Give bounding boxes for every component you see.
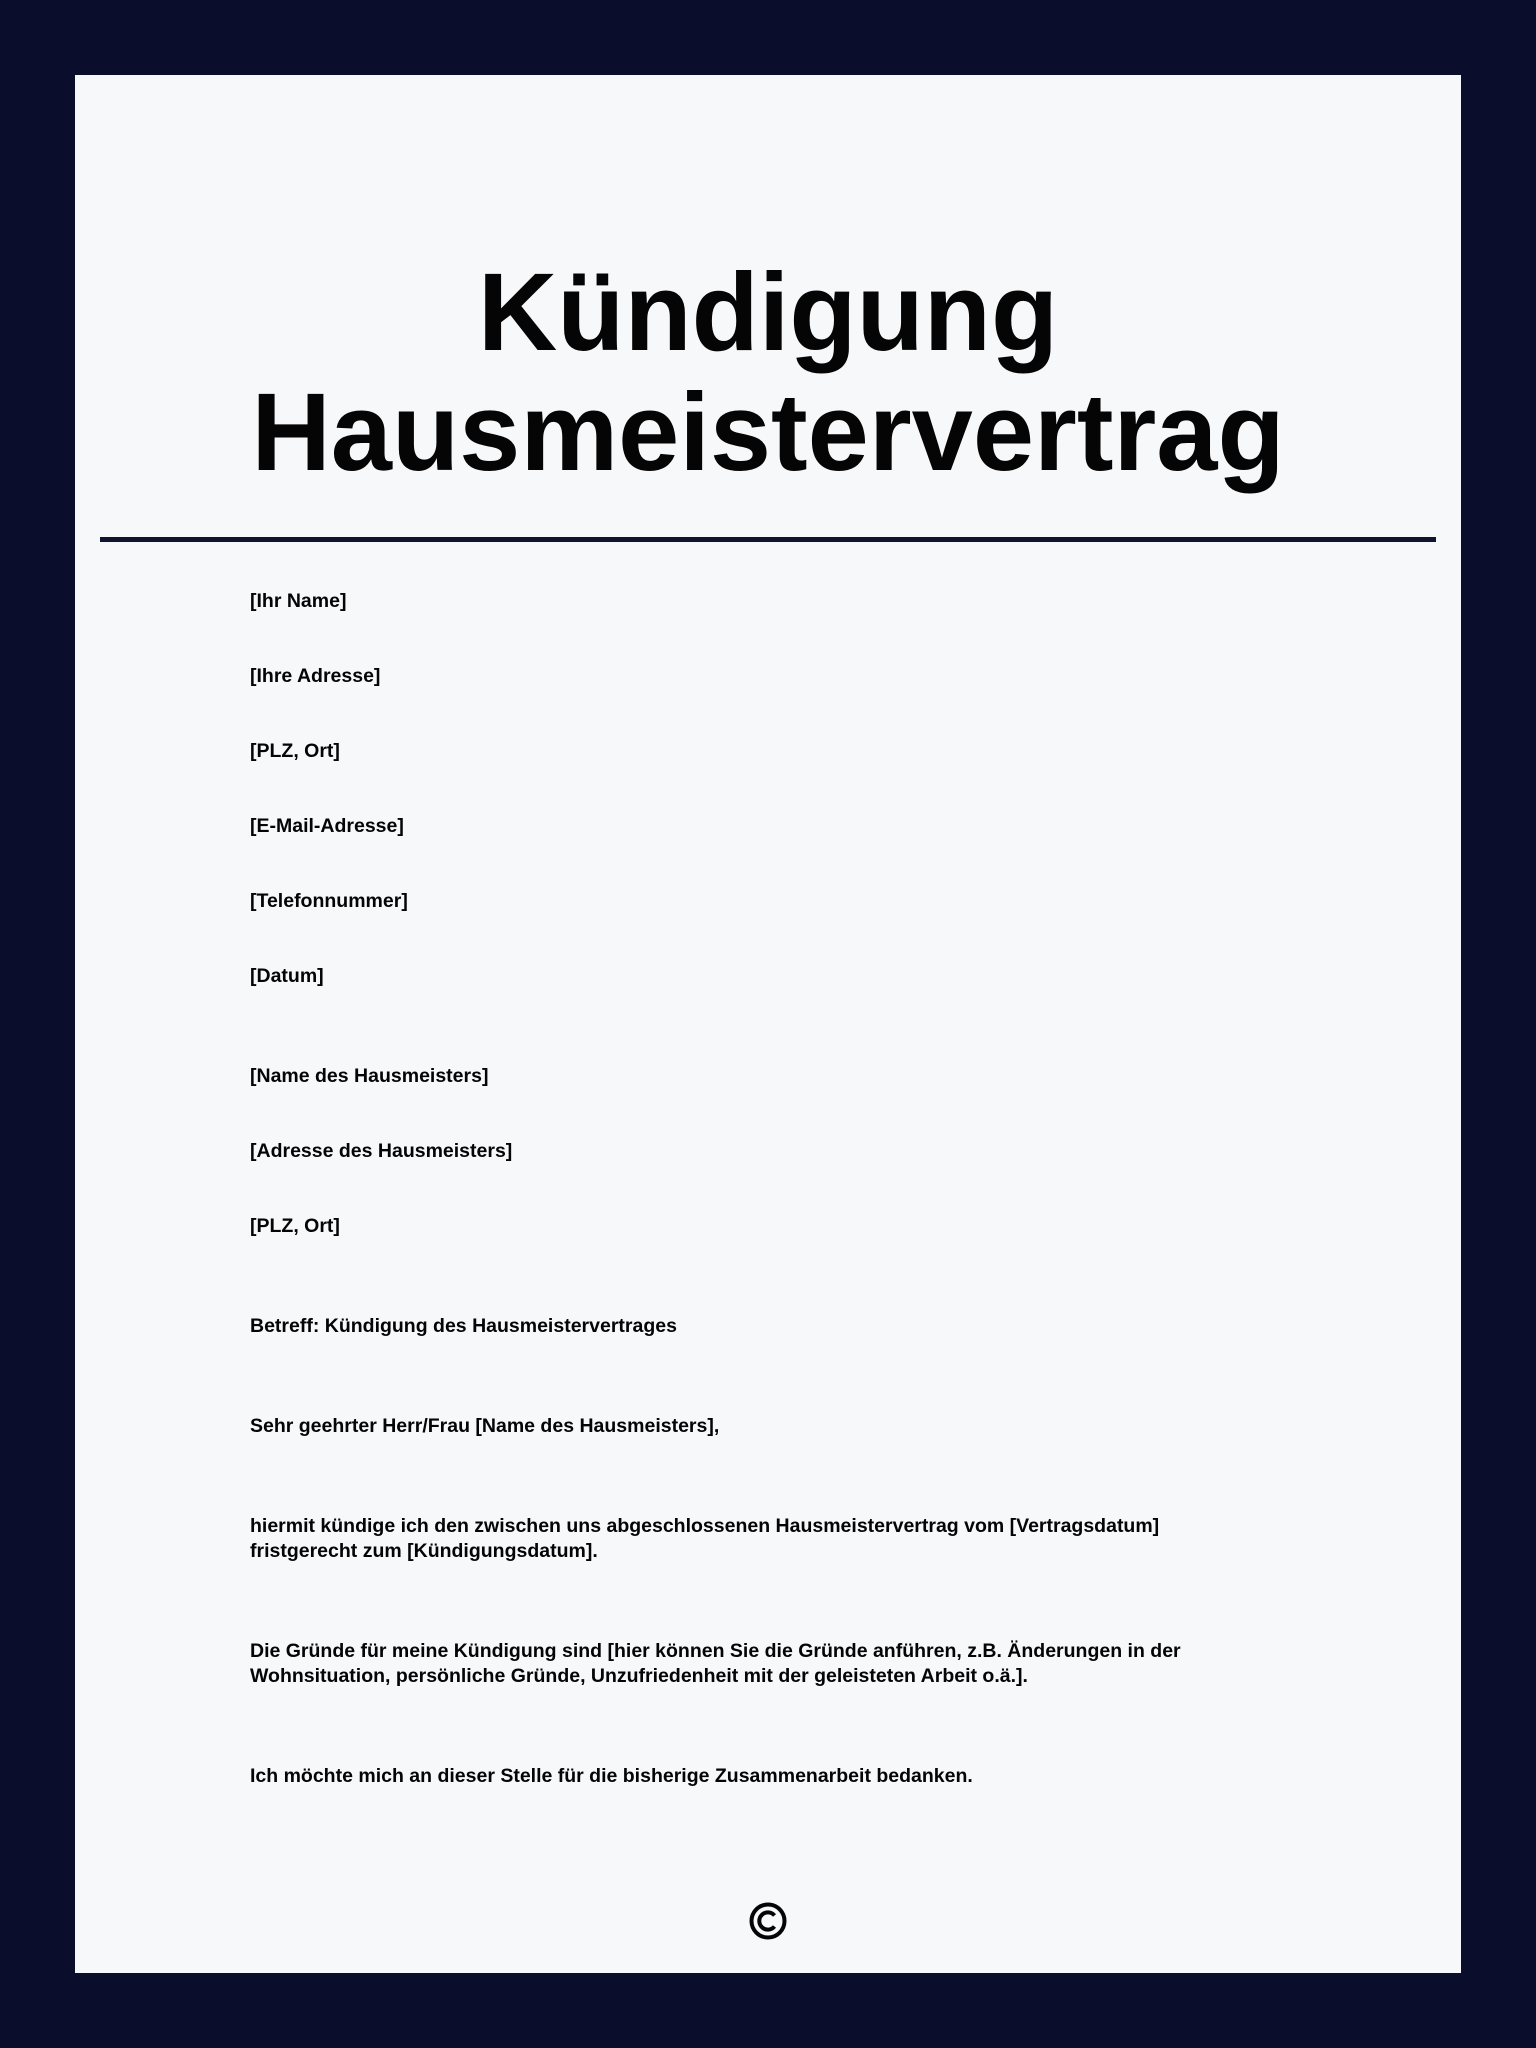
document-title — [75, 253, 1461, 493]
sender-email: [E-Mail-Adresse] — [250, 815, 404, 837]
copyright-icon — [748, 1901, 788, 1941]
subject-line: Betreff: Kündigung des Hausmeistervertrages — [250, 1315, 677, 1337]
recipient-name: [Name des Hausmeisters] — [250, 1065, 489, 1087]
paragraph-2-line-2: Wohnsituation, persönliche Gründe, Unzufriedenheit mit der geleisteten Arbeit o.ä.]. — [250, 1665, 1028, 1687]
document-page — [75, 75, 1461, 1973]
paragraph-2-line-1: Die Gründe für meine Kündigung sind [hier können Sie die Gründe anführen, z.B. Änderungen in der — [250, 1640, 1181, 1662]
sender-address: [Ihre Adresse] — [250, 665, 381, 687]
letter-date: [Datum] — [250, 965, 324, 987]
recipient-city: [PLZ, Ort] — [250, 1215, 340, 1237]
title-divider — [100, 537, 1436, 542]
paragraph-1-line-1: hiermit kündige ich den zwischen uns abgeschlossenen Hausmeistervertrag vom [Vertragsdatum] — [250, 1515, 1160, 1537]
sender-city: [PLZ, Ort] — [250, 740, 340, 762]
paragraph-1-line-2: fristgerecht zum [Kündigungsdatum]. — [250, 1540, 598, 1562]
recipient-address: [Adresse des Hausmeisters] — [250, 1140, 513, 1162]
copyright-footer — [75, 1901, 1461, 1946]
paragraph-3: Ich möchte mich an dieser Stelle für die bisherige Zusammenarbeit bedanken. — [250, 1765, 973, 1787]
salutation: Sehr geehrter Herr/Frau [Name des Hausmeisters], — [250, 1415, 720, 1437]
sender-phone: [Telefonnummer] — [250, 890, 408, 912]
title-line-1: Kündigung — [477, 251, 1059, 374]
sender-name: [Ihr Name] — [250, 590, 347, 612]
title-line-2: Hausmeistervertrag — [251, 371, 1285, 494]
